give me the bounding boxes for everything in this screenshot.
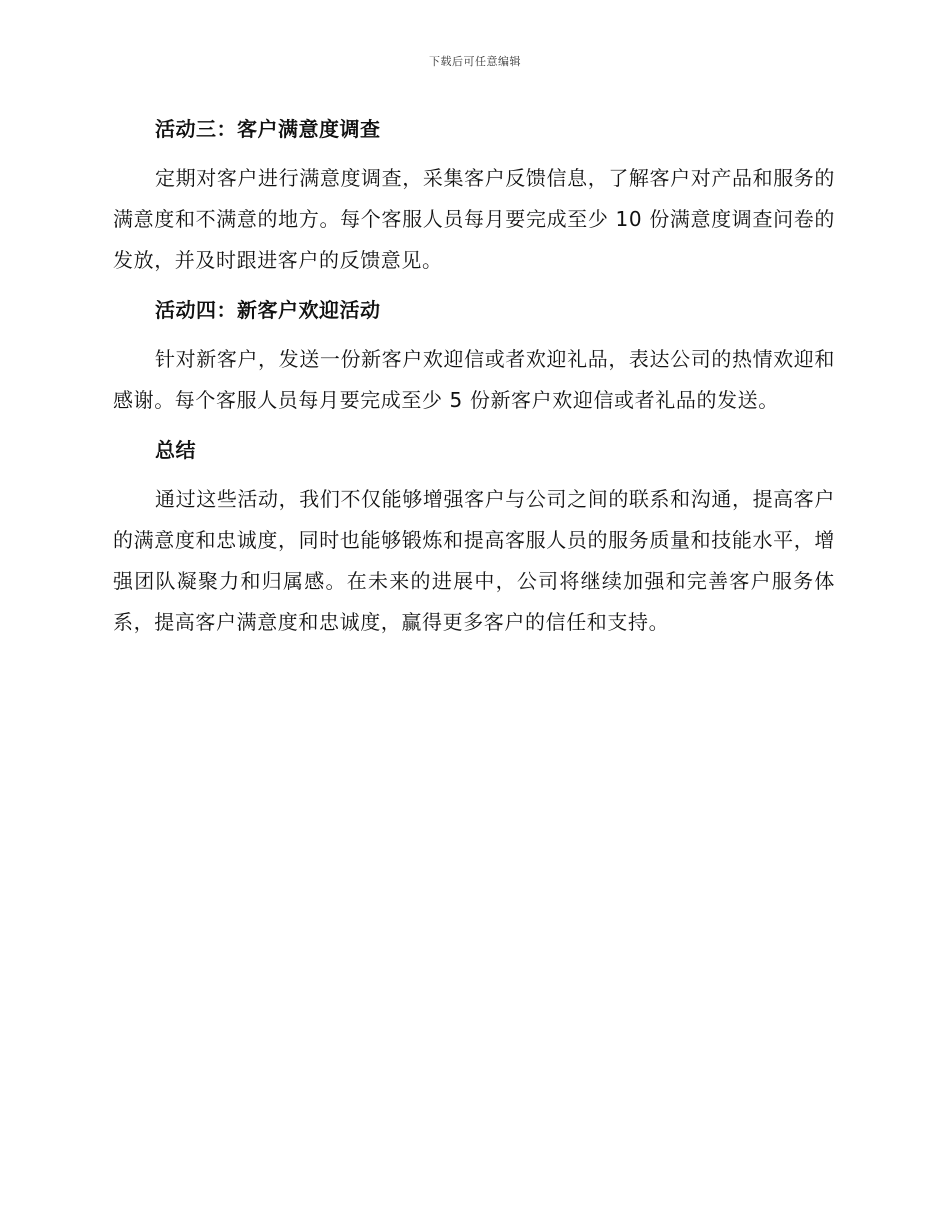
section-paragraph-activity-4: 针对新客户，发送一份新客户欢迎信或者欢迎礼品，表达公司的热情欢迎和感谢。每个客服人员每月要完成至少 5 份新客户欢迎信或者礼品的发送。: [113, 347, 835, 412]
header-note: 下载后可任意编辑: [429, 55, 521, 68]
section-heading-activity-4: 活动四：新客户欢迎活动: [155, 298, 381, 322]
section-heading-summary: 总结: [155, 438, 196, 462]
section-heading-activity-3: 活动三：客户满意度调查: [155, 117, 381, 141]
section-paragraph-summary: 通过这些活动，我们不仅能够增强客户与公司之间的联系和沟通，提高客户的满意度和忠诚度，同时也能够锻炼和提高客服人员的服务质量和技能水平，增强团队凝聚力和归属感。在未来的进展中，公司将继续加强和完善客户服务体系，提高客户满意度和忠诚度，赢得更多客户的信任和支持。: [113, 487, 835, 634]
document-body: [113, 112, 835, 655]
section-paragraph-activity-3: 定期对客户进行满意度调查，采集客户反馈信息，了解客户对产品和服务的满意度和不满意的地方。每个客服人员每月要完成至少 10 份满意度调查问卷的发放，并及时跟进客户的反馈意见。: [113, 166, 835, 272]
